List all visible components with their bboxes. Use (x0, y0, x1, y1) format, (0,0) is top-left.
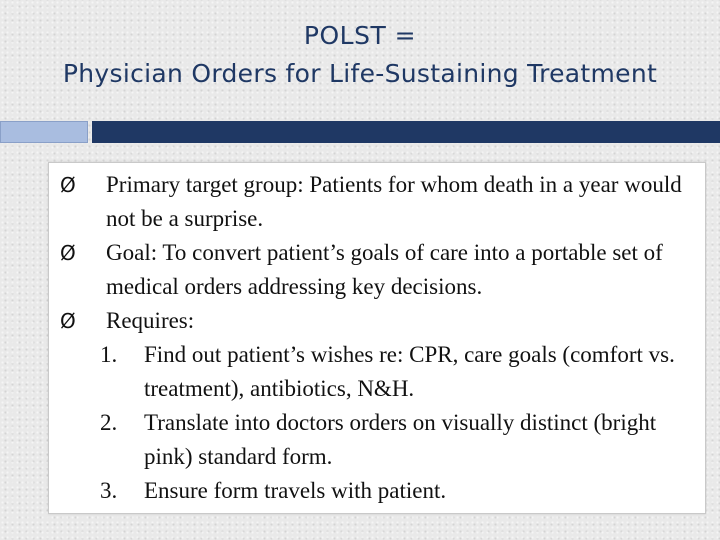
item-number: 1. (100, 342, 118, 367)
numbered-text: Find out patient’s wishes re: CPR, care goals (comfort vs. treatment), antibiotics, N&H. (144, 342, 675, 401)
bullet-arrow-icon: Ø (60, 173, 76, 197)
title-line-2: Physician Orders for Life-Sustaining Treatment (62, 59, 658, 88)
body-text (60, 168, 700, 508)
bullet-text: Goal: To convert patient’s goals of care into a portable set of medical orders addressing key decisions. (106, 240, 663, 299)
numbered-item (60, 474, 700, 508)
accent-bar-dark (92, 121, 720, 143)
bullet-text: Requires: (106, 308, 195, 333)
item-number: 2. (100, 410, 118, 435)
numbered-text: Ensure form travels with patient. (144, 478, 447, 503)
bullet-item (60, 236, 700, 304)
bullet-text: Primary target group: Patients for whom death in a year would not be a surprise. (106, 172, 682, 231)
numbered-item (60, 406, 700, 474)
numbered-item (60, 338, 700, 406)
accent-bar-light (0, 121, 88, 143)
slide-title (0, 18, 720, 94)
item-number: 3. (100, 478, 118, 503)
title-line-1: POLST = (303, 21, 417, 50)
bullet-item (60, 304, 700, 338)
bullet-item (60, 168, 700, 236)
numbered-text: Translate into doctors orders on visually distinct (bright pink) standard form. (144, 410, 657, 469)
bullet-arrow-icon: Ø (60, 309, 76, 333)
bullet-arrow-icon: Ø (60, 241, 76, 265)
